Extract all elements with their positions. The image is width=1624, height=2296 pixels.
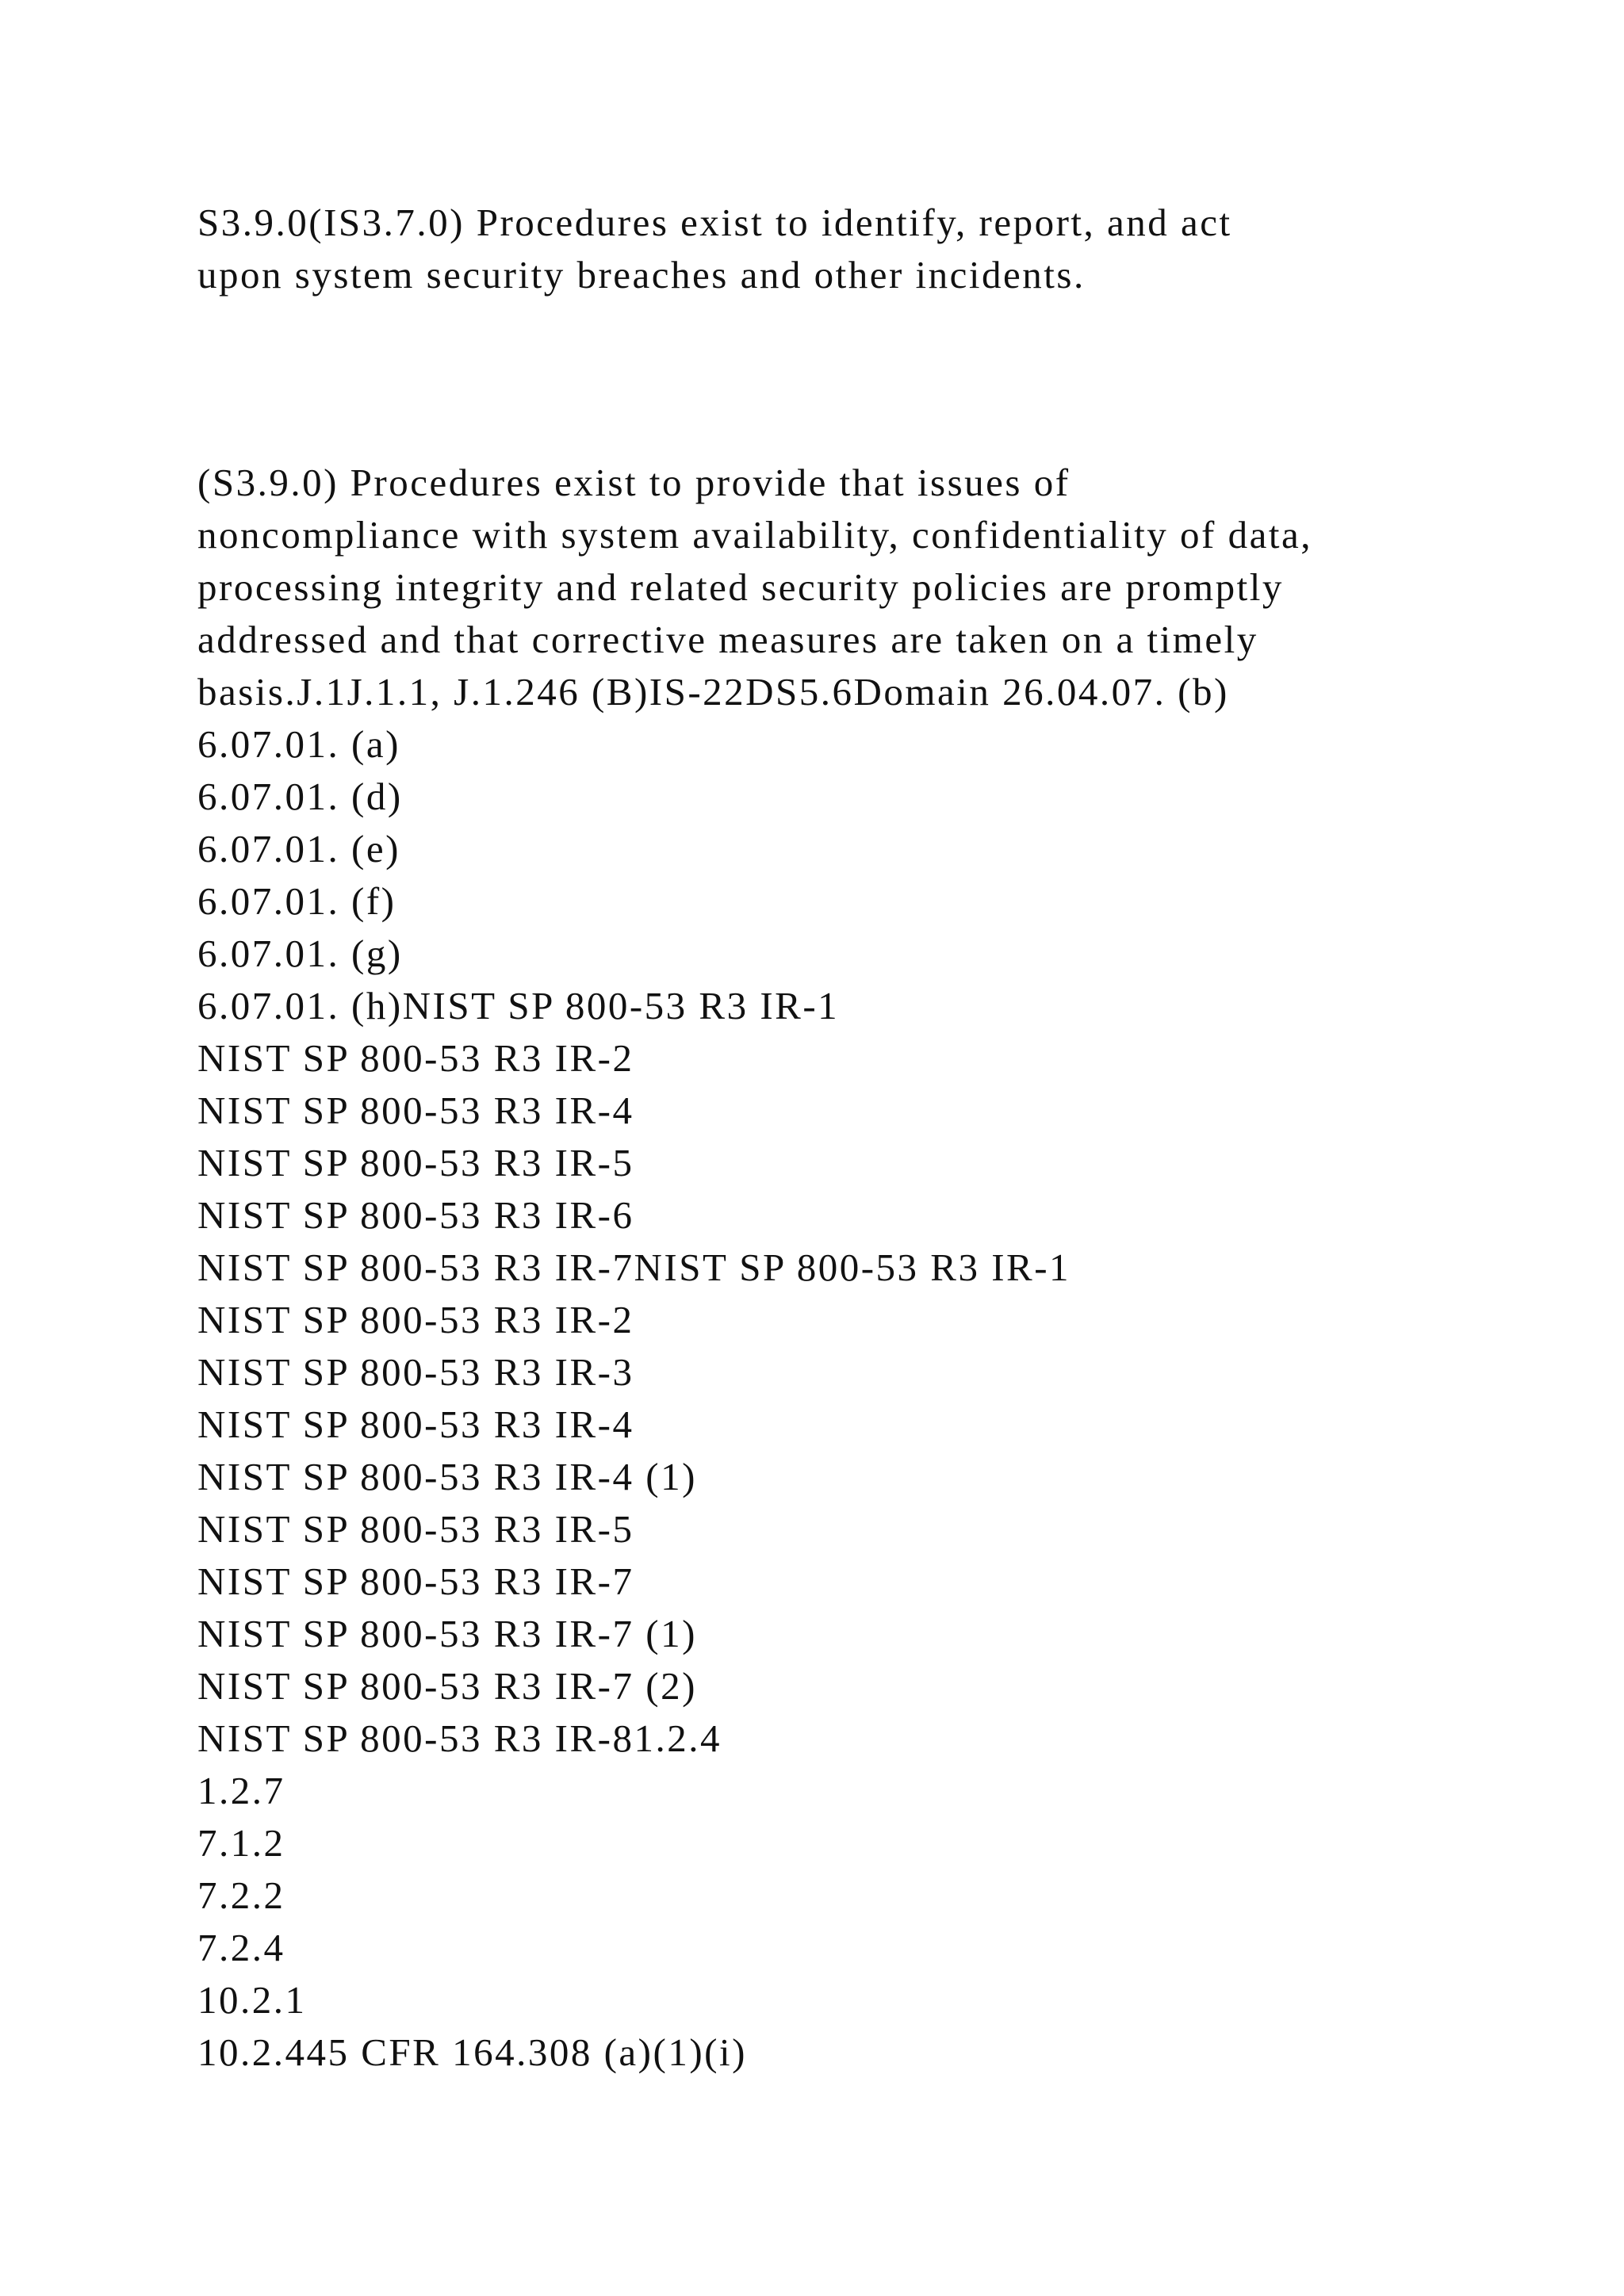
- text-line: NIST SP 800-53 R3 IR-5: [197, 1507, 634, 1551]
- text-line: NIST SP 800-53 R3 IR-7 (1): [197, 1612, 697, 1655]
- text-line: NIST SP 800-53 R3 IR-2: [197, 1298, 634, 1341]
- text-line: (S3.9.0) Procedures exist to provide that issues of: [197, 461, 1071, 504]
- text-line: S3.9.0(IS3.7.0) Procedures exist to identify, report, and act: [197, 201, 1232, 244]
- text-line: NIST SP 800-53 R3 IR-7NIST SP 800-53 R3 IR-1: [197, 1246, 1071, 1289]
- text-line: 6.07.01. (e): [197, 827, 400, 871]
- text-line: addressed and that corrective measures are taken on a timely: [197, 618, 1258, 661]
- text-line: NIST SP 800-53 R3 IR-81.2.4: [197, 1716, 722, 1760]
- text-line: 6.07.01. (h)NIST SP 800-53 R3 IR-1: [197, 984, 840, 1027]
- text-line: processing integrity and related security policies are promptly: [197, 565, 1284, 609]
- text-line: NIST SP 800-53 R3 IR-4: [197, 1402, 634, 1446]
- text-line: 1.2.7: [197, 1769, 285, 1812]
- text-line: NIST SP 800-53 R3 IR-4 (1): [197, 1455, 697, 1498]
- paragraph-noncompliance-procedures: [197, 457, 1312, 2079]
- text-line: 7.2.4: [197, 1926, 285, 1969]
- text-line: NIST SP 800-53 R3 IR-4: [197, 1089, 634, 1132]
- text-line: 6.07.01. (g): [197, 932, 403, 975]
- text-line: 10.2.1: [197, 1978, 307, 2022]
- text-line: NIST SP 800-53 R3 IR-2: [197, 1036, 634, 1080]
- text-line: noncompliance with system availability, confidentiality of data,: [197, 513, 1312, 557]
- text-line: 10.2.445 CFR 164.308 (a)(1)(i): [197, 2030, 747, 2074]
- text-line: 7.2.2: [197, 1873, 285, 1917]
- paragraph-incident-procedures: [197, 197, 1232, 301]
- text-line: NIST SP 800-53 R3 IR-3: [197, 1350, 634, 1394]
- text-line: NIST SP 800-53 R3 IR-7: [197, 1559, 634, 1603]
- text-line: NIST SP 800-53 R3 IR-6: [197, 1193, 634, 1237]
- text-line: NIST SP 800-53 R3 IR-5: [197, 1141, 634, 1184]
- text-line: basis.J.1J.1.1, J.1.246 (B)IS-22DS5.6Domain 26.04.07. (b): [197, 670, 1229, 714]
- text-line: NIST SP 800-53 R3 IR-7 (2): [197, 1664, 697, 1708]
- text-line: 6.07.01. (f): [197, 879, 396, 923]
- text-line: 7.1.2: [197, 1821, 285, 1865]
- text-line: upon system security breaches and other incidents.: [197, 253, 1086, 297]
- text-line: 6.07.01. (d): [197, 775, 403, 818]
- text-line: 6.07.01. (a): [197, 722, 400, 766]
